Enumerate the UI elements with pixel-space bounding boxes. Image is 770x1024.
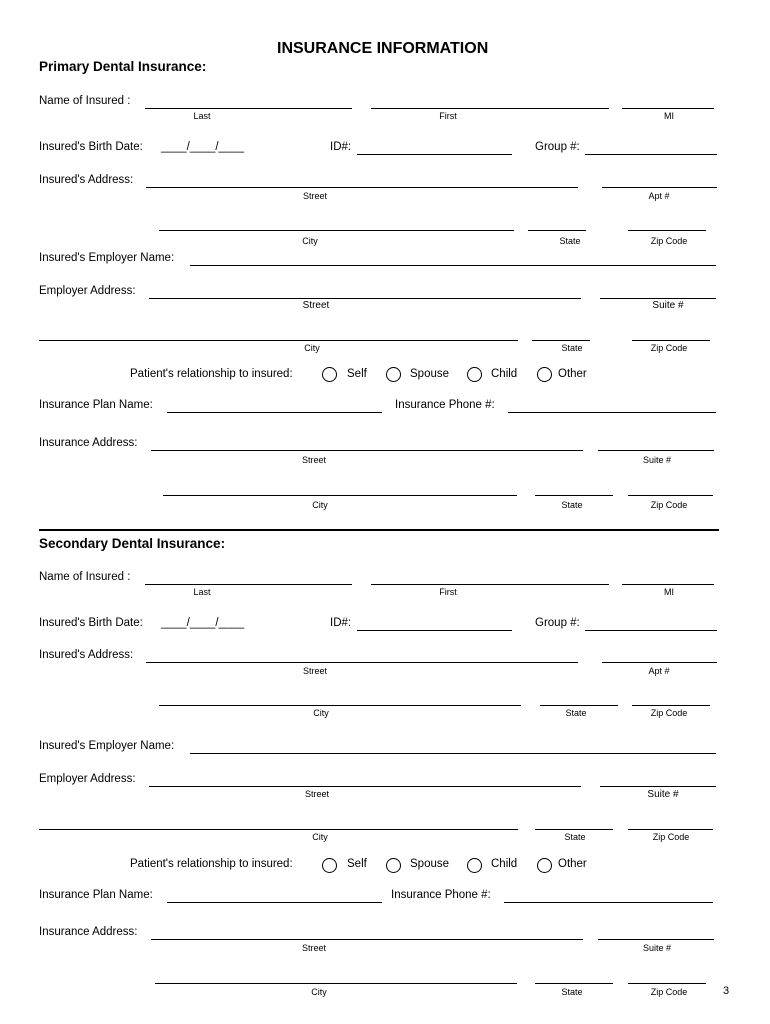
secondary-ins-street-field[interactable] [151,939,583,940]
primary-city-field[interactable] [159,230,514,231]
primary-last-name-field[interactable] [145,108,352,109]
secondary-emp-suite-caption: Suite # [647,789,679,800]
secondary-heading: Secondary Dental Insurance: [39,536,226,551]
secondary-id-field[interactable] [357,630,512,631]
primary-ins-state-caption: State [561,500,583,510]
primary-city-caption: City [302,236,318,246]
primary-emp-address-label: Employer Address: [39,285,136,297]
primary-employer-field[interactable] [190,265,716,266]
secondary-emp-zip-field[interactable] [628,829,713,830]
secondary-emp-zip-caption: Zip Code [652,832,690,842]
secondary-city-caption: City [313,708,329,718]
secondary-ins-city-field[interactable] [155,983,517,984]
page-title: INSURANCE INFORMATION [277,40,489,57]
primary-address-label: Insured's Address: [39,174,134,186]
secondary-self-label: Self [347,858,367,870]
secondary-emp-address-label: Employer Address: [39,773,136,785]
primary-emp-city-caption: City [304,343,320,353]
primary-first-caption: First [439,111,457,121]
secondary-state-caption: State [565,708,587,718]
primary-phone-field[interactable] [508,412,716,413]
primary-apt-caption: Apt # [648,191,670,201]
primary-id-field[interactable] [357,154,512,155]
secondary-ins-state-caption: State [561,987,583,997]
secondary-mi-caption: MI [664,587,674,597]
primary-emp-zip-field[interactable] [632,340,710,341]
secondary-emp-suite-field[interactable] [600,786,716,787]
secondary-emp-street-field[interactable] [149,786,581,787]
secondary-spouse-label: Spouse [410,858,450,870]
secondary-ins-state-field[interactable] [535,983,613,984]
secondary-ins-address-label: Insurance Address: [39,926,138,938]
primary-ins-city-field[interactable] [163,495,517,496]
primary-zip-caption: Zip Code [650,236,688,246]
primary-group-field[interactable] [585,154,717,155]
secondary-phone-field[interactable] [504,902,713,903]
primary-name-label: Name of Insured : [39,95,131,107]
primary-state-caption: State [559,236,581,246]
primary-phone-label: Insurance Phone #: [395,399,495,411]
primary-group-label: Group #: [535,141,580,153]
primary-ins-zip-caption: Zip Code [650,500,688,510]
primary-last-caption: Last [193,111,211,121]
primary-child-radio[interactable] [467,367,482,382]
primary-relationship-label: Patient's relationship to insured: [130,368,293,380]
secondary-plan-label: Insurance Plan Name: [39,889,153,901]
primary-child-label: Child [491,368,518,380]
primary-ins-address-label: Insurance Address: [39,437,138,449]
primary-mi-caption: MI [664,111,674,121]
primary-plan-field[interactable] [167,412,382,413]
primary-street-field[interactable] [146,187,578,188]
secondary-emp-state-caption: State [564,832,586,842]
primary-zip-field[interactable] [628,230,706,231]
primary-other-label: Other [558,368,587,380]
secondary-emp-city-field[interactable] [39,829,518,830]
secondary-zip-field[interactable] [632,705,710,706]
secondary-ins-street-caption: Street [301,943,327,953]
primary-ins-city-caption: City [312,500,328,510]
secondary-phone-label: Insurance Phone #: [391,889,491,901]
primary-self-radio[interactable] [322,367,337,382]
page-number: 3 [723,985,730,997]
secondary-ins-city-caption: City [311,987,327,997]
primary-mi-field[interactable] [622,108,714,109]
primary-emp-suite-caption: Suite # [652,300,684,311]
secondary-group-field[interactable] [585,630,717,631]
secondary-emp-city-caption: City [312,832,328,842]
secondary-other-label: Other [558,858,587,870]
secondary-city-field[interactable] [159,705,521,706]
secondary-ins-zip-field[interactable] [628,983,706,984]
primary-ins-suite-caption: Suite # [642,455,672,465]
secondary-group-label: Group #: [535,617,580,629]
primary-ins-street-field[interactable] [151,450,583,451]
primary-ins-street-caption: Street [301,455,327,465]
primary-spouse-label: Spouse [410,368,450,380]
secondary-ins-zip-caption: Zip Code [650,987,688,997]
primary-id-label: ID#: [330,141,352,153]
primary-emp-state-caption: State [561,343,583,353]
secondary-street-caption: Street [302,666,328,676]
secondary-child-label: Child [491,858,518,870]
secondary-first-name-field[interactable] [371,584,609,585]
primary-street-caption: Street [302,191,328,201]
primary-first-name-field[interactable] [371,108,609,109]
primary-other-radio[interactable] [537,367,552,382]
primary-ins-zip-field[interactable] [628,495,713,496]
primary-ins-state-field[interactable] [535,495,613,496]
secondary-name-label: Name of Insured : [39,571,131,583]
section-divider [39,529,719,531]
primary-plan-label: Insurance Plan Name: [39,399,153,411]
secondary-relationship-label: Patient's relationship to insured: [130,858,293,870]
secondary-last-name-field[interactable] [145,584,352,585]
secondary-apt-field[interactable] [602,662,717,663]
primary-state-field[interactable] [528,230,586,231]
secondary-last-caption: Last [193,587,211,597]
primary-employer-label: Insured's Employer Name: [39,252,175,264]
primary-emp-street-caption: Street [302,300,330,311]
secondary-employer-label: Insured's Employer Name: [39,740,175,752]
primary-ins-suite-field[interactable] [598,450,714,451]
primary-birth-date-field[interactable]: ____/____/____ [161,141,245,153]
primary-emp-state-field[interactable] [532,340,590,341]
primary-heading: Primary Dental Insurance: [39,59,207,74]
secondary-other-radio[interactable] [537,858,552,873]
secondary-id-label: ID#: [330,617,352,629]
secondary-address-label: Insured's Address: [39,649,134,661]
primary-emp-suite-field[interactable] [600,298,716,299]
secondary-mi-field[interactable] [622,584,714,585]
primary-birth-label: Insured's Birth Date: [39,141,143,153]
secondary-child-radio[interactable] [467,858,482,873]
secondary-zip-caption: Zip Code [650,708,688,718]
secondary-birth-date-field[interactable]: ____/____/____ [161,617,245,629]
secondary-ins-suite-field[interactable] [598,939,714,940]
secondary-spouse-radio[interactable] [386,858,401,873]
secondary-plan-field[interactable] [167,902,382,903]
primary-emp-zip-caption: Zip Code [650,343,688,353]
secondary-street-field[interactable] [146,662,578,663]
secondary-emp-state-field[interactable] [535,829,613,830]
secondary-first-caption: First [439,587,457,597]
primary-emp-street-field[interactable] [149,298,581,299]
secondary-emp-street-caption: Street [304,789,330,799]
primary-emp-city-field[interactable] [39,340,518,341]
secondary-ins-suite-caption: Suite # [642,943,672,953]
primary-spouse-radio[interactable] [386,367,401,382]
secondary-state-field[interactable] [540,705,618,706]
primary-self-label: Self [347,368,367,380]
secondary-apt-caption: Apt # [648,666,670,676]
secondary-self-radio[interactable] [322,858,337,873]
primary-apt-field[interactable] [602,187,717,188]
secondary-birth-label: Insured's Birth Date: [39,617,143,629]
secondary-employer-field[interactable] [190,753,716,754]
